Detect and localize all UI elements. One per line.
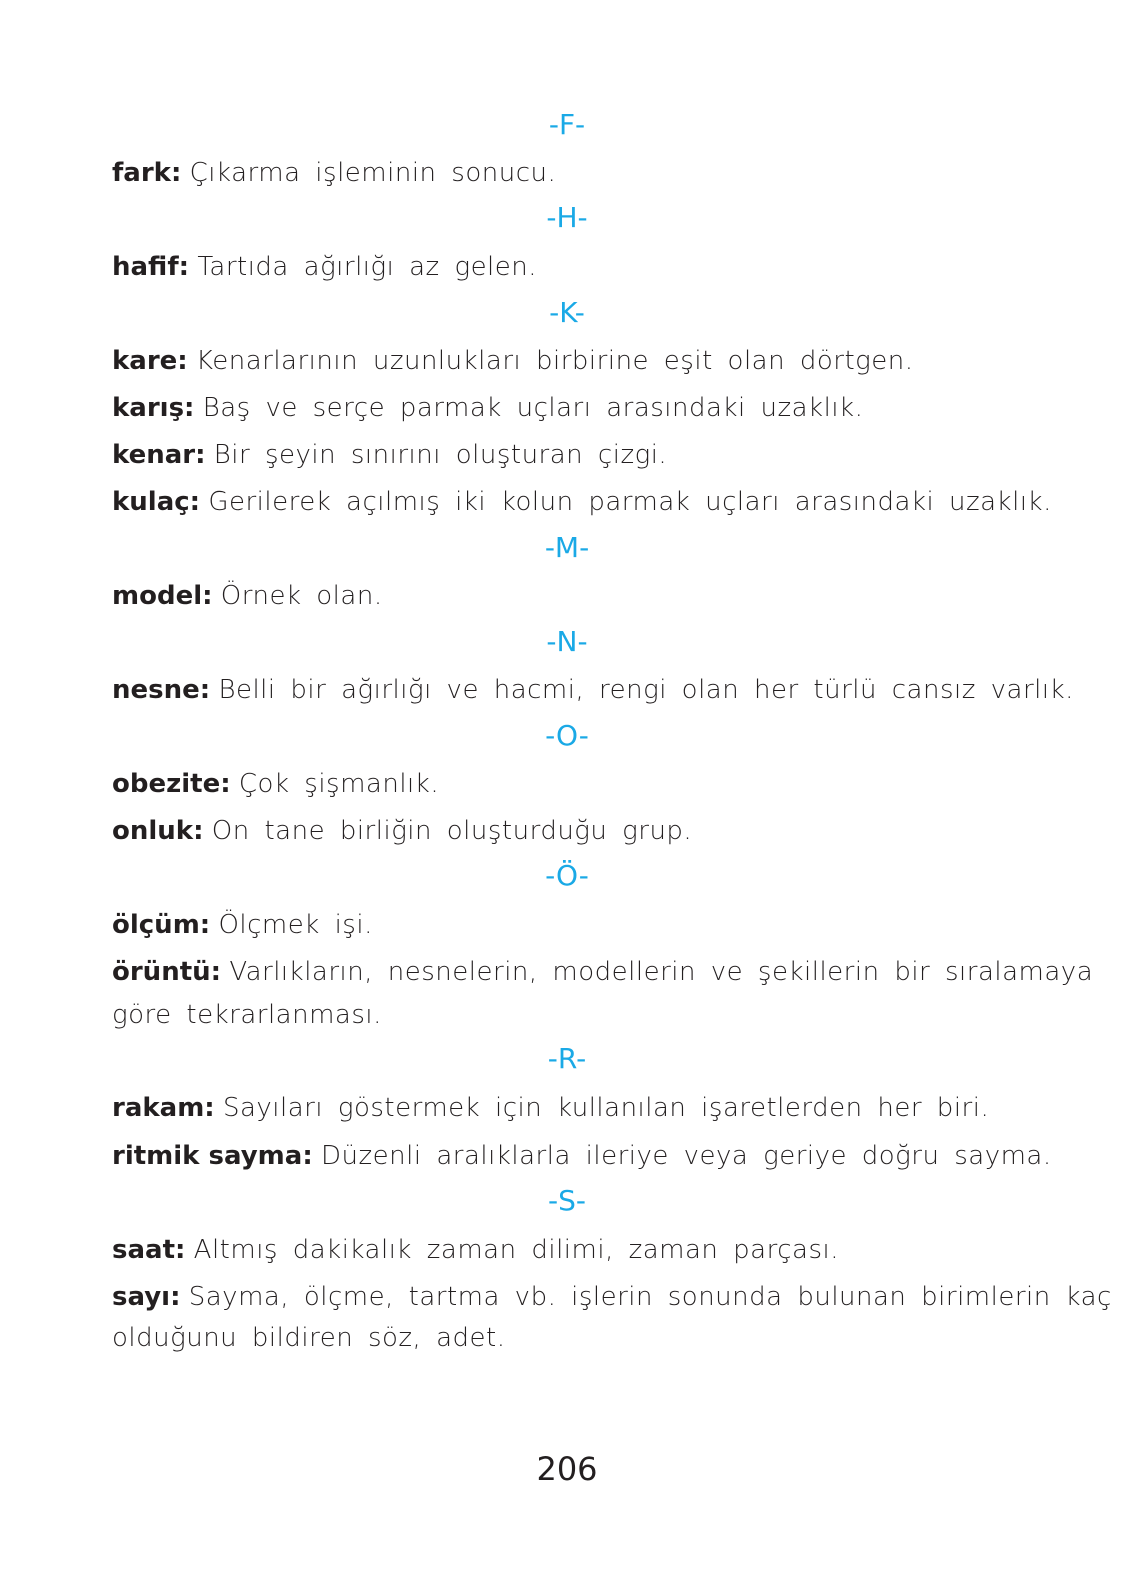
entry-definition: Düzenli aralıklarla ileriye veya geriye doğru sayma.: [320, 1141, 1052, 1171]
section-letter: -Ö-: [545, 859, 589, 892]
section-letter: -S-: [548, 1184, 586, 1217]
section-letter: -N-: [546, 625, 588, 658]
entry-definition: Varlıkların, nesnelerin, modellerin ve şekillerin bir sıralamaya: [229, 957, 1094, 987]
entry-definition: Ölçmek işi.: [218, 910, 373, 940]
glossary-entry: [112, 486, 1052, 518]
entry-term: ritmik sayma:: [112, 1141, 313, 1171]
entry-definition: Belli bir ağırlığı ve hacmi, rengi olan her türlü cansız varlık.: [218, 675, 1074, 705]
glossary-entry: [112, 392, 1010, 424]
entry-term: örüntü:: [112, 957, 222, 987]
entry-definition: olduğunu bildiren söz, adet.: [112, 1323, 506, 1353]
section-letter: -R-: [547, 1042, 587, 1075]
glossary-entry: [112, 439, 1010, 471]
entry-term: kare:: [112, 346, 188, 376]
entry-term: karış:: [112, 393, 195, 423]
section-letter: -M-: [544, 531, 590, 564]
entry-term: nesne:: [112, 675, 211, 705]
section-letter: -K-: [549, 296, 585, 329]
glossary-entry: [112, 1281, 1112, 1313]
glossary-entry: [112, 251, 1010, 283]
section-letter: -F-: [548, 108, 586, 141]
entry-definition: Kenarlarının uzunlukları birbirine eşit olan dörtgen.: [195, 346, 914, 376]
entry-definition: Gerilerek açılmış iki kolun parmak uçları arasındaki uzaklık.: [208, 487, 1052, 517]
glossary-entry: [112, 674, 1074, 706]
glossary-entry: [112, 909, 1010, 941]
entry-term: kenar:: [112, 440, 206, 470]
glossary-entry: [112, 815, 1010, 847]
glossary-entry: [112, 999, 1010, 1031]
page-number: 206: [536, 1450, 598, 1488]
glossary-entry: [112, 956, 1094, 988]
section-letter: -O-: [545, 719, 589, 752]
entry-term: ölçüm:: [112, 910, 211, 940]
entry-term: rakam:: [112, 1093, 215, 1123]
glossary-entry: [112, 1092, 1010, 1124]
entry-definition: On tane birliğin oluşturduğu grup.: [211, 816, 693, 846]
entry-term: obezite:: [112, 769, 231, 799]
entry-term: onluk:: [112, 816, 204, 846]
entry-definition: Çıkarma işleminin sonucu.: [189, 158, 557, 188]
glossary-entry: [112, 345, 1010, 377]
entry-definition: Bir şeyin sınırını oluşturan çizgi.: [213, 440, 668, 470]
glossary-entry: [112, 768, 1010, 800]
entry-definition: Baş ve serçe parmak uçları arasındaki uzaklık.: [202, 393, 864, 423]
entry-definition: Sayıları göstermek için kullanılan işaretlerden her biri.: [222, 1093, 990, 1123]
entry-definition: Sayma, ölçme, tartma vb. işlerin sonunda bulunan birimlerin kaç: [188, 1282, 1112, 1312]
entry-definition: Örnek olan.: [220, 581, 383, 611]
entry-definition: Altmış dakikalık zaman dilimi, zaman parçası.: [193, 1235, 839, 1265]
entry-definition: göre tekrarlanması.: [112, 1000, 382, 1030]
section-letter: -H-: [546, 201, 588, 234]
glossary-entry: [112, 580, 1010, 612]
entry-definition: Çok şişmanlık.: [238, 769, 440, 799]
entry-term: fark:: [112, 158, 182, 188]
entry-term: hafif:: [112, 252, 190, 282]
entry-term: sayı:: [112, 1282, 181, 1312]
glossary-entry: [112, 1322, 1010, 1354]
glossary-entry: [112, 1234, 1010, 1266]
entry-term: saat:: [112, 1235, 186, 1265]
entry-term: kulaç:: [112, 487, 201, 517]
entry-definition: Tartıda ağırlığı az gelen.: [197, 252, 538, 282]
entry-term: model:: [112, 581, 213, 611]
glossary-entry: [112, 157, 1010, 189]
glossary-entry: [112, 1140, 1052, 1172]
